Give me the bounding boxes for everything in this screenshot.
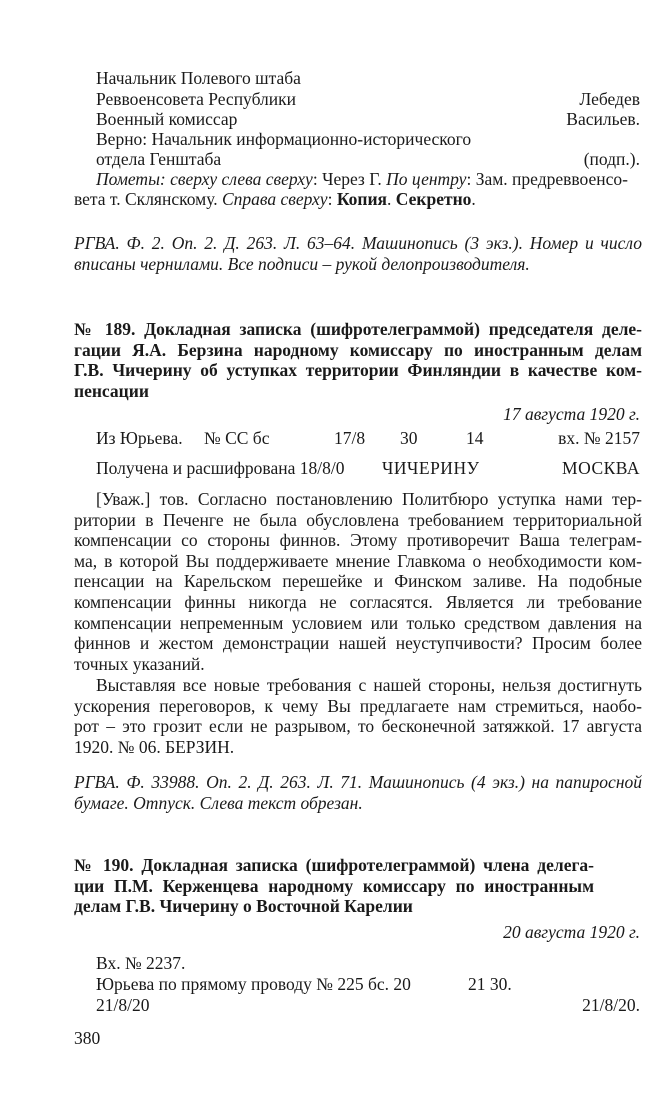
text-line: [Уваж.] тов. Согласно постановлению Политбюро уступка нами тер-	[96, 489, 642, 509]
text-line: ускорения переговоров, к чему Вы предлагаете нам стремиться, наобо-	[74, 695, 642, 716]
doc190-time: 21 30.	[468, 974, 512, 994]
text-line: ритории в Печенге не была обусловлена требованием территориальной	[74, 509, 642, 530]
doc189-v3: 14	[466, 428, 484, 448]
marks-line-2	[74, 189, 476, 210]
archive1-line-1: РГВА. Ф. 2. Оп. 2. Д. 263. Л. 63–64. Машинопись (3 экз.). Номер и число	[74, 233, 642, 253]
doc189-paragraph-1	[74, 489, 642, 674]
text-line: ма, в которой Вы поддерживаете мнение Главкома о необходимости ком-	[74, 550, 642, 571]
text-line: точных указаний.	[74, 653, 205, 674]
marks-l1-b: : Через Г.	[312, 169, 387, 189]
doc190-incoming: Вх. № 2237.	[96, 953, 186, 973]
doc189-to: ЧИЧЕРИНУ	[382, 458, 480, 478]
marks-l2-g: .	[471, 189, 476, 209]
text-line: финнов и жестом демонстрации нашей неуступчивости? Просим более	[74, 633, 642, 654]
doc189-v2: 30	[400, 428, 418, 448]
marks-l2-c: :	[327, 189, 337, 209]
doc190-date: 20 августа 1920 г.	[503, 922, 640, 942]
sig-line-2: Реввоенсовета Республики	[96, 89, 297, 109]
doc190-line-2: Юрьева по прямому проводу № 225 бс. 20	[96, 974, 411, 994]
text-line: 1920. № 06. БЕРЗИН.	[74, 736, 235, 757]
doc189-city: МОСКВА	[562, 458, 640, 478]
doc189-title-line: пенсации	[74, 380, 149, 401]
doc189-date: 17 августа 1920 г.	[503, 404, 640, 424]
doc189-archive-line-2: бумаге. Отпуск. Слева текст обрезан.	[74, 793, 363, 813]
text-line: компенсации со стороны финнов. Этому противоречит Ваша телеграм-	[74, 530, 642, 551]
doc189-title-line: Г.В. Чичерину об уступках территории Финляндии в качестве ком-	[74, 360, 642, 380]
doc189-title-line: № 189. Докладная записка (шифротелеграммой) председателя деле-	[74, 319, 642, 339]
archive1-line-2: вписаны чернилами. Все подписи – рукой делопроизводителя.	[74, 254, 530, 274]
sig-line-5: отдела Генштаба	[96, 149, 222, 169]
marks-l2-f: Секретно	[395, 189, 472, 209]
doc189-incoming: вх. № 2157	[558, 428, 640, 448]
marks-line-1	[96, 169, 628, 190]
text-line: рот – это грозит если не разрывом, то бесконечной затяжкой. 17 августа	[74, 716, 642, 737]
doc189-v1: 17/8	[334, 428, 366, 448]
doc189-paragraph-2	[74, 675, 642, 757]
doc189-from: Из Юрьева.	[96, 428, 183, 448]
doc189-title-line: гации Я.А. Берзина народному комиссару по иностранным делам	[74, 339, 642, 360]
doc190-title-line: делам Г.В. Чичерину о Восточной Карелии	[74, 896, 413, 916]
doc190-date-right: 21/8/20.	[582, 995, 640, 1015]
doc190-title-line: № 190. Докладная записка (шифротелеграммой) члена делега-	[74, 855, 594, 875]
sig-name-lebedev: Лебедев	[579, 89, 640, 109]
marks-l1-a: Пометы: сверху слева сверху	[96, 169, 313, 189]
page-number: 380	[74, 1028, 101, 1048]
text-line: Выставляя все новые требования с нашей стороны, нельзя достигнуть	[96, 675, 642, 695]
sig-podp: (подп.).	[583, 149, 640, 169]
doc189-number: № СС бс	[204, 428, 270, 448]
marks-l1-c: По центру	[386, 169, 467, 189]
marks-l1-d: : Зам. предреввоенсо-	[466, 169, 628, 189]
doc190-date-left: 21/8/20	[96, 995, 150, 1015]
text-line: компенсации финны никогда не согласятся. Является ли требование	[74, 591, 642, 612]
text-line: компенсации непременным условием или только средством давления на	[74, 612, 642, 633]
doc189-received: Получена и расшифрована 18/8/0	[96, 458, 345, 478]
doc190-title	[74, 855, 594, 917]
sig-name-vasiliev: Васильев.	[566, 109, 640, 129]
sig-line-3: Военный комиссар	[96, 109, 238, 129]
doc189-title	[74, 319, 642, 401]
marks-l2-e: .	[387, 189, 396, 209]
doc189-archive-line-1: РГВА. Ф. 33988. Оп. 2. Д. 263. Л. 71. Машинопись (4 экз.) на папиросной	[74, 772, 642, 792]
sig-line-1: Начальник Полевого штаба	[96, 68, 301, 88]
marks-l2-a: вета т. Склянскому.	[74, 189, 222, 209]
text-line: пенсации на Карельском перешейке и Финском заливе. На подобные	[74, 571, 642, 592]
marks-l2-d: Копия	[336, 189, 388, 209]
doc190-title-line: ции П.М. Керженцева народному комиссару по иностранным	[74, 875, 594, 896]
marks-l2-b: Справа сверху	[221, 189, 328, 209]
sig-line-4: Верно: Начальник информационно-исторического	[96, 129, 472, 149]
